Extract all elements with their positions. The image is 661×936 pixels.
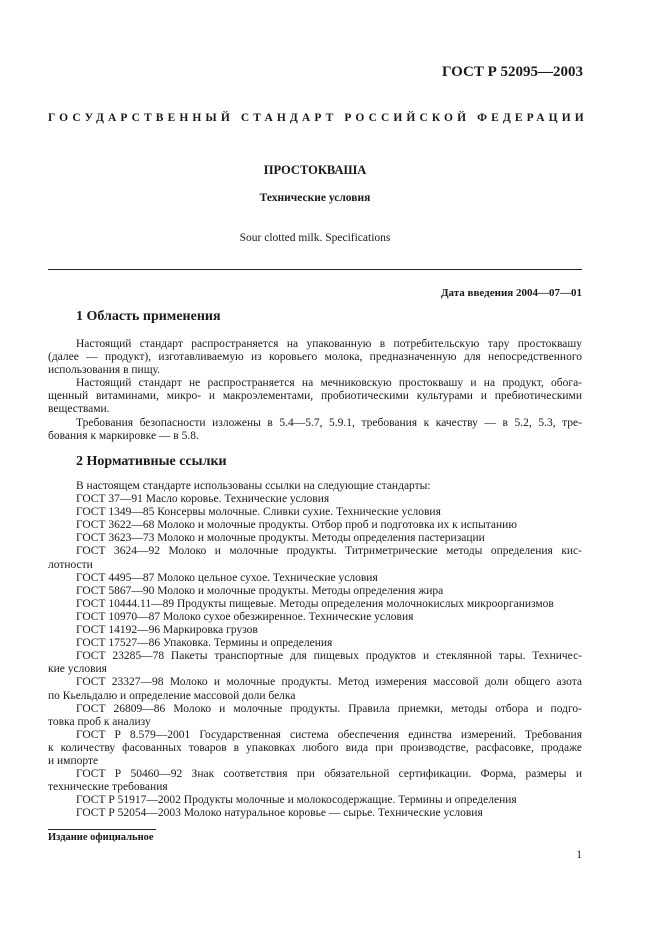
reference-line: ГОСТ 3624—92 Молоко и молочные продукты. Титриметрические методы определения кис- (76, 545, 582, 558)
english-title: Sour clotted milk. Specifications (239, 232, 391, 244)
text-line: Настоящий стандарт распространяется на упакованную в потребительскую тару простоквашу (76, 338, 582, 350)
text-line: бования к маркировке — в 5.8. (48, 429, 199, 442)
text-line: В настоящем стандарте использованы ссылки на следующие стандарты: (76, 480, 431, 492)
reference-line: товка проб к анализу (48, 715, 151, 728)
text-line: щенный витаминами, микро- и макроэлементами, пробиотическими культурами и пребиотическими (48, 390, 582, 403)
introduction-date: Дата введения 2004—07—01 (440, 287, 582, 299)
reference-line: ГОСТ 3622—68 Молоко и молочные продукты. Отбор проб и подготовка их к испытанию (76, 519, 517, 532)
top-divider (48, 269, 582, 270)
government-standard-title: ГОСУДАРСТВЕННЫЙ СТАНДАРТ РОССИЙСКОЙ ФЕДЕРАЦИИ (48, 112, 588, 124)
page-subtitle: Технические условия (259, 192, 371, 204)
text-line: (далее — продукт), изготавливаемую из коровьего молока, предназначенную для непосредственного (48, 351, 582, 364)
document-code: ГОСТ Р 52095—2003 (441, 64, 583, 80)
reference-line: ГОСТ 14192—96 Маркировка грузов (76, 624, 258, 637)
edition-note: Издание официальное (48, 832, 154, 843)
text-line: Требования безопасности изложены в 5.4—5.7, 5.9.1, требования к качеству — в 5.2, 5.3, тре- (76, 416, 582, 429)
reference-line: ГОСТ 26809—86 Молоко и молочные продукты. Правила приемки, методы отбора и подго- (76, 702, 582, 715)
section-1-heading: 1 Область применения (76, 309, 221, 324)
text-line: использования в пищу. (48, 364, 161, 377)
reference-line: ГОСТ Р 8.579—2001 Государственная система обеспечения единства измерений. Требования (76, 728, 582, 741)
page-number: 1 (576, 849, 582, 861)
reference-line: по Кьельдалю и определение массовой доли белка (48, 689, 296, 702)
section-1-text (48, 338, 582, 443)
reference-line: ГОСТ 17527—86 Упаковка. Термины и определения (76, 637, 333, 650)
section-2-heading: 2 Нормативные ссылки (76, 454, 227, 469)
reference-line: ГОСТ 10970—87 Молоко сухое обезжиренное. Технические условия (76, 610, 414, 623)
reference-line: лотности (48, 558, 93, 571)
reference-line: ГОСТ 5867—90 Молоко и молочные продукты. Методы определения жира (76, 584, 444, 597)
reference-line: ГОСТ 3623—73 Молоко и молочные продукты. Методы определения пастеризации (76, 532, 485, 545)
text-line: веществами. (48, 403, 110, 416)
text-line: Настоящий стандарт не распространяется на мечниковскую простоквашу и на продукт, обога- (76, 377, 582, 390)
reference-line: ГОСТ Р 51917—2002 Продукты молочные и молокосодержащие. Термины и определения (76, 794, 517, 807)
reference-line: кие условия (48, 663, 107, 676)
reference-line: ГОСТ Р 52054—2003 Молоко натуральное коровье — сырье. Технические условия (76, 807, 483, 820)
reference-line: ГОСТ 10444.11—89 Продукты пищевые. Методы определения молочнокислых микроорганизмов (76, 597, 554, 610)
reference-line: ГОСТ 23285—78 Пакеты транспортные для пищевых продуктов и стеклянной тары. Техничес- (76, 650, 582, 663)
reference-line: и импорте (48, 754, 99, 767)
footer-divider (48, 829, 156, 830)
section-2-text (48, 480, 582, 820)
reference-line: к количеству фасованных товаров в упаковках любого вида при производстве, расфасовке, продаже (48, 741, 582, 754)
reference-line: ГОСТ 37—91 Масло коровье. Технические условия (76, 493, 330, 506)
reference-line: ГОСТ 23327—98 Молоко и молочные продукты. Метод измерения массовой доли общего азота (76, 676, 582, 689)
reference-line: ГОСТ 1349—85 Консервы молочные. Сливки сухие. Технические условия (76, 506, 441, 519)
page-title: ПРОСТОКВАША (263, 163, 367, 177)
reference-line: ГОСТ Р 50460—92 Знак соответствия при обязательной сертификации. Форма, размеры и (76, 768, 582, 781)
reference-line: технические требования (48, 781, 168, 794)
reference-line: ГОСТ 4495—87 Молоко цельное сухое. Технические условия (76, 571, 378, 584)
